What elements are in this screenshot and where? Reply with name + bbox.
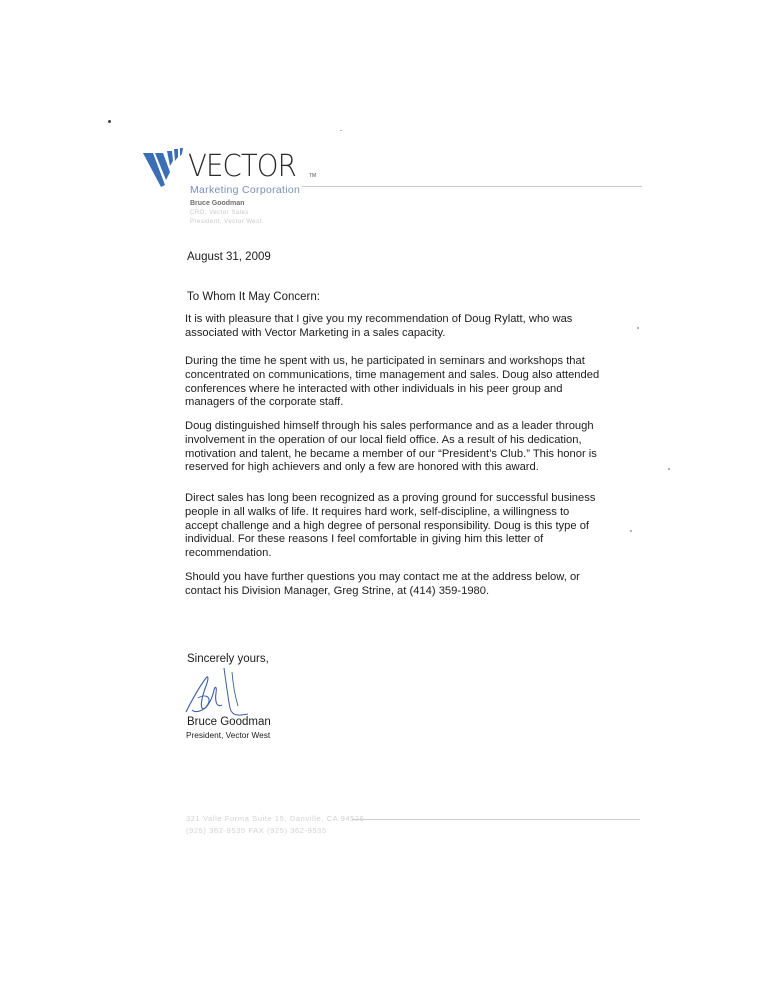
scan-speck [340,130,342,131]
scan-speck [108,120,111,123]
scan-speck [668,468,670,470]
scan-speck [637,327,639,329]
salutation: To Whom It May Concern: [187,291,320,303]
letterhead-divider [302,186,642,187]
executive-name: Bruce Goodman [190,200,245,207]
executive-title-1: CRO, Vector Sales [190,210,249,216]
signer-title: President, Vector West [186,730,271,740]
paragraph-achievement: Doug distinguished himself through his sales performance and as a leader through involvement in the operation of our local field office. As a result of his dedication, motivation and talent, he became a member of our “President’s Club.” This honor is reserved for high achievers and only a few are honored with this award. [185,420,597,474]
footer-address: 321 Valle Forma Suite 15, Danville, CA 94526 [186,814,365,823]
brand-name: VECTOR [188,149,296,184]
paragraph-direct-sales: Direct sales has long been recognized as a proving ground for successful business people in all walks of life. It requires hard work, self-discipline, a willingness to accept challenge and a high degree of personal responsibility. Doug is this type of individual. For these reasons I feel comfortable in giving him this letter of recommendation. [185,492,596,560]
footer-divider [352,819,640,820]
paragraph-contact: Should you have further questions you may contact me at the address below, or contact his Division Manager, Greg Strine, at (414) 359-1980. [185,571,580,597]
closing: Sincerely yours, [187,653,269,665]
trademark: TM [309,173,317,179]
vector-logo [143,147,328,187]
company-subtitle: Marketing Corporation [190,184,301,196]
scan-speck [630,530,632,532]
footer-phone-fax: (925) 362-9535 FAX (925) 362-9535 [186,826,327,835]
signer-name: Bruce Goodman [187,716,271,728]
letter-date: August 31, 2009 [187,251,271,263]
paragraph-training: During the time he spent with us, he participated in seminars and workshops that concentrated on communications, time management and sales. Doug also attended conferences where he interacted with other individuals in his peer group and managers of the corporate staff. [185,355,600,409]
executive-title-2: President, Vector West [190,219,262,225]
paragraph-recommendation: It is with pleasure that I give you my recommendation of Doug Rylatt, who was associated with Vector Marketing in a sales capacity. [185,313,573,339]
vector-stripes-icon [143,147,191,189]
